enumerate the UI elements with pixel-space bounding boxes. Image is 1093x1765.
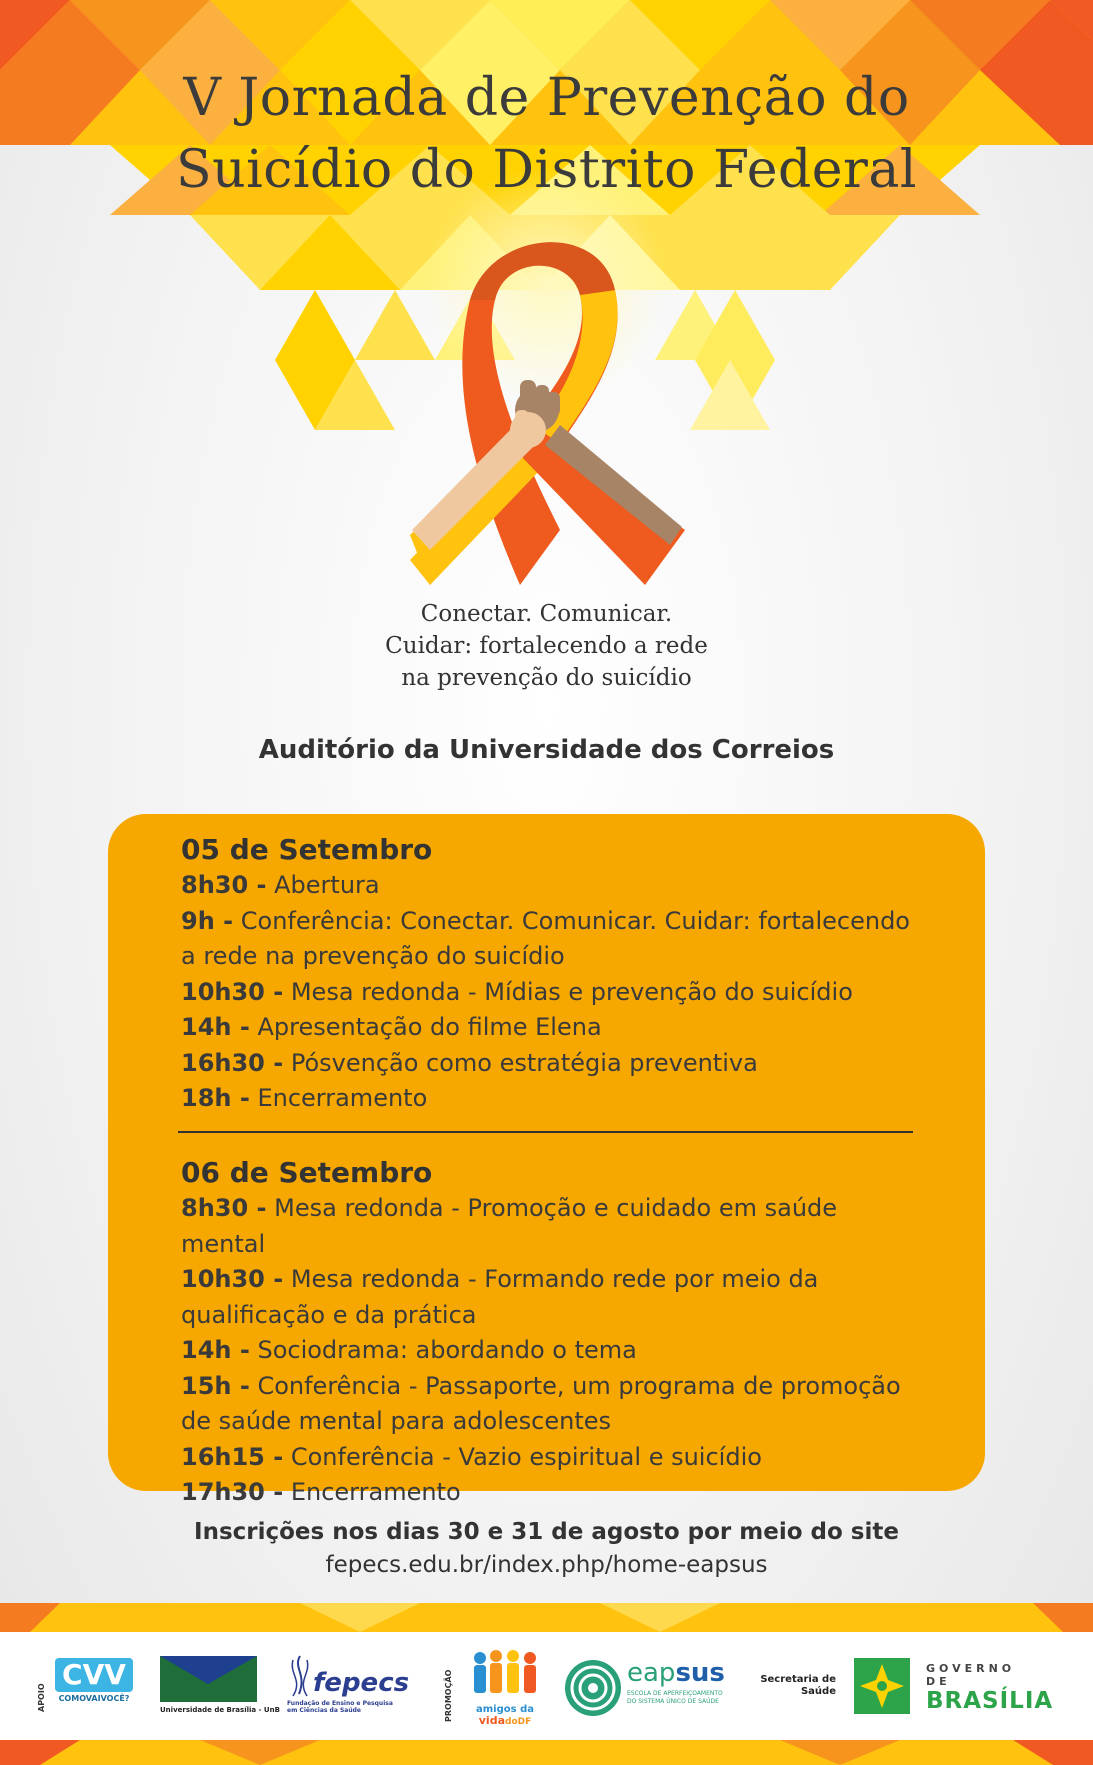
item-text: Conferência: Conectar. Comunicar. Cuidar: fortalecendo a rede na prevenção do suicídio	[181, 906, 910, 970]
item-time: 16h30 -	[181, 1048, 284, 1077]
schedule-item	[181, 1010, 921, 1046]
amigos-logo-text-1: amigos da	[476, 1704, 534, 1715]
item-time: 14h -	[181, 1336, 250, 1364]
item-time: 14h -	[181, 1013, 250, 1041]
secretaria-line-2: Saúde	[800, 1686, 836, 1697]
amigos-vida-text: vida	[478, 1714, 505, 1727]
eapsus-logo-sub-2: DO SISTEMA ÚNICO DE SAÚDE	[627, 1698, 719, 1705]
day-divider	[178, 1131, 913, 1133]
schedule-item	[181, 1475, 921, 1511]
item-text: Conferência - Passaporte, um programa de promoção de saúde mental para adolescentes	[181, 1371, 901, 1435]
schedule-box	[108, 814, 985, 1506]
item-time: 10h30 -	[181, 1265, 284, 1293]
tagline-line-3: na prevenção do suicídio	[401, 665, 692, 691]
item-time: 15h -	[181, 1371, 250, 1400]
tagline-line-1: Conectar. Comunicar.	[420, 601, 673, 627]
schedule-item	[181, 1191, 921, 1262]
item-text: Mesa redonda - Promoção e cuidado em saúde mental	[181, 1194, 838, 1258]
tagline-line-2: Cuidar: fortalecendo a rede	[385, 633, 708, 659]
amigos-da-vida-logo	[470, 1650, 540, 1730]
item-text: Mesa redonda - Mídias e prevenção do suicídio	[290, 977, 853, 1006]
secretaria-line-1: Secretaria de	[760, 1674, 836, 1685]
eapsus-sus-text: sus	[675, 1658, 725, 1688]
amigos-df-text: doDF	[505, 1717, 532, 1727]
schedule-item	[181, 975, 921, 1011]
eapsus-logo-text	[627, 1658, 725, 1688]
item-text: Encerramento	[290, 1478, 461, 1506]
fepecs-logo	[285, 1654, 410, 1716]
item-time: 8h30 -	[181, 1194, 267, 1222]
item-time: 9h -	[181, 906, 234, 935]
eapsus-eap-text: eap	[627, 1658, 676, 1688]
item-time: 17h30 -	[181, 1478, 284, 1506]
registration-info	[0, 1516, 1093, 1582]
gov-line-2: BRASÍLIA	[926, 1688, 1054, 1714]
unb-emblem-icon	[160, 1656, 257, 1702]
fepecs-logo-sub: Fundação de Ensino e Pesquisa em Ciências da Saúde	[287, 1700, 393, 1714]
schedule-day-2	[181, 1155, 921, 1511]
item-text: Abertura	[274, 871, 380, 899]
schedule-item	[181, 1262, 921, 1333]
tagline	[0, 598, 1093, 694]
schedule-day-1	[181, 832, 921, 1117]
footer-logos	[0, 1632, 1093, 1740]
item-time: 10h30 -	[181, 977, 284, 1006]
registration-text: Inscrições nos dias 30 e 31 de agosto por meio do site	[194, 1519, 899, 1545]
day-title: 05 de Setembro	[181, 833, 433, 866]
cvv-logo-text: CVV	[55, 1658, 133, 1692]
item-time: 8h30 -	[181, 871, 267, 899]
schedule-item	[181, 1046, 921, 1082]
item-time: 18h -	[181, 1084, 250, 1112]
fepecs-logo-text: fepecs	[313, 1668, 410, 1698]
schedule-item	[181, 1369, 921, 1440]
schedule-item	[181, 1081, 921, 1117]
schedule-item	[181, 1440, 921, 1476]
governo-brasilia-logo	[926, 1662, 1054, 1714]
registration-url[interactable]: fepecs.edu.br/index.php/home-eapsus	[325, 1552, 768, 1578]
cvv-logo	[55, 1658, 133, 1708]
item-text: Apresentação do filme Elena	[257, 1013, 602, 1041]
secretaria-saude-label	[752, 1674, 836, 1698]
gdf-emblem-icon	[854, 1658, 910, 1714]
page-title	[0, 62, 1093, 206]
item-time: 16h15 -	[181, 1442, 284, 1471]
eapsus-logo	[563, 1658, 723, 1718]
apoio-label: APOIO	[37, 1683, 46, 1712]
cvv-logo-sub: COMOVAIVOCÊ?	[58, 1694, 130, 1703]
fepecs-figure-icon	[285, 1654, 315, 1698]
day-title: 06 de Setembro	[181, 1156, 433, 1189]
unb-logo	[160, 1656, 280, 1714]
schedule-item	[181, 1333, 921, 1369]
eapsus-logo-sub-1: ESCOLA DE APERFEIÇOAMENTO	[627, 1690, 723, 1697]
item-text: Conferência - Vazio espiritual e suicídio	[290, 1442, 762, 1471]
schedule-item	[181, 904, 921, 975]
item-text: Encerramento	[257, 1084, 428, 1112]
amigos-logo-text-2	[470, 1715, 540, 1728]
promocao-label: PROMOÇÃO	[444, 1669, 453, 1722]
amigos-people-icon	[470, 1650, 540, 1700]
title-line-1: V Jornada de Prevenção do	[183, 68, 910, 128]
item-text: Mesa redonda - Formando rede por meio da qualificação e da prática	[181, 1265, 819, 1329]
unb-logo-text: Universidade de Brasília - UnB	[160, 1706, 280, 1714]
item-text: Pósvenção como estratégia preventiva	[290, 1048, 758, 1077]
eapsus-spiral-icon	[563, 1658, 623, 1718]
item-text: Sociodrama: abordando o tema	[257, 1336, 637, 1364]
schedule-item	[181, 868, 921, 904]
venue: Auditório da Universidade dos Correios	[258, 735, 835, 765]
gov-line-1: GOVERNO DE	[926, 1662, 1016, 1688]
title-line-2: Suicídio do Distrito Federal	[175, 140, 918, 200]
